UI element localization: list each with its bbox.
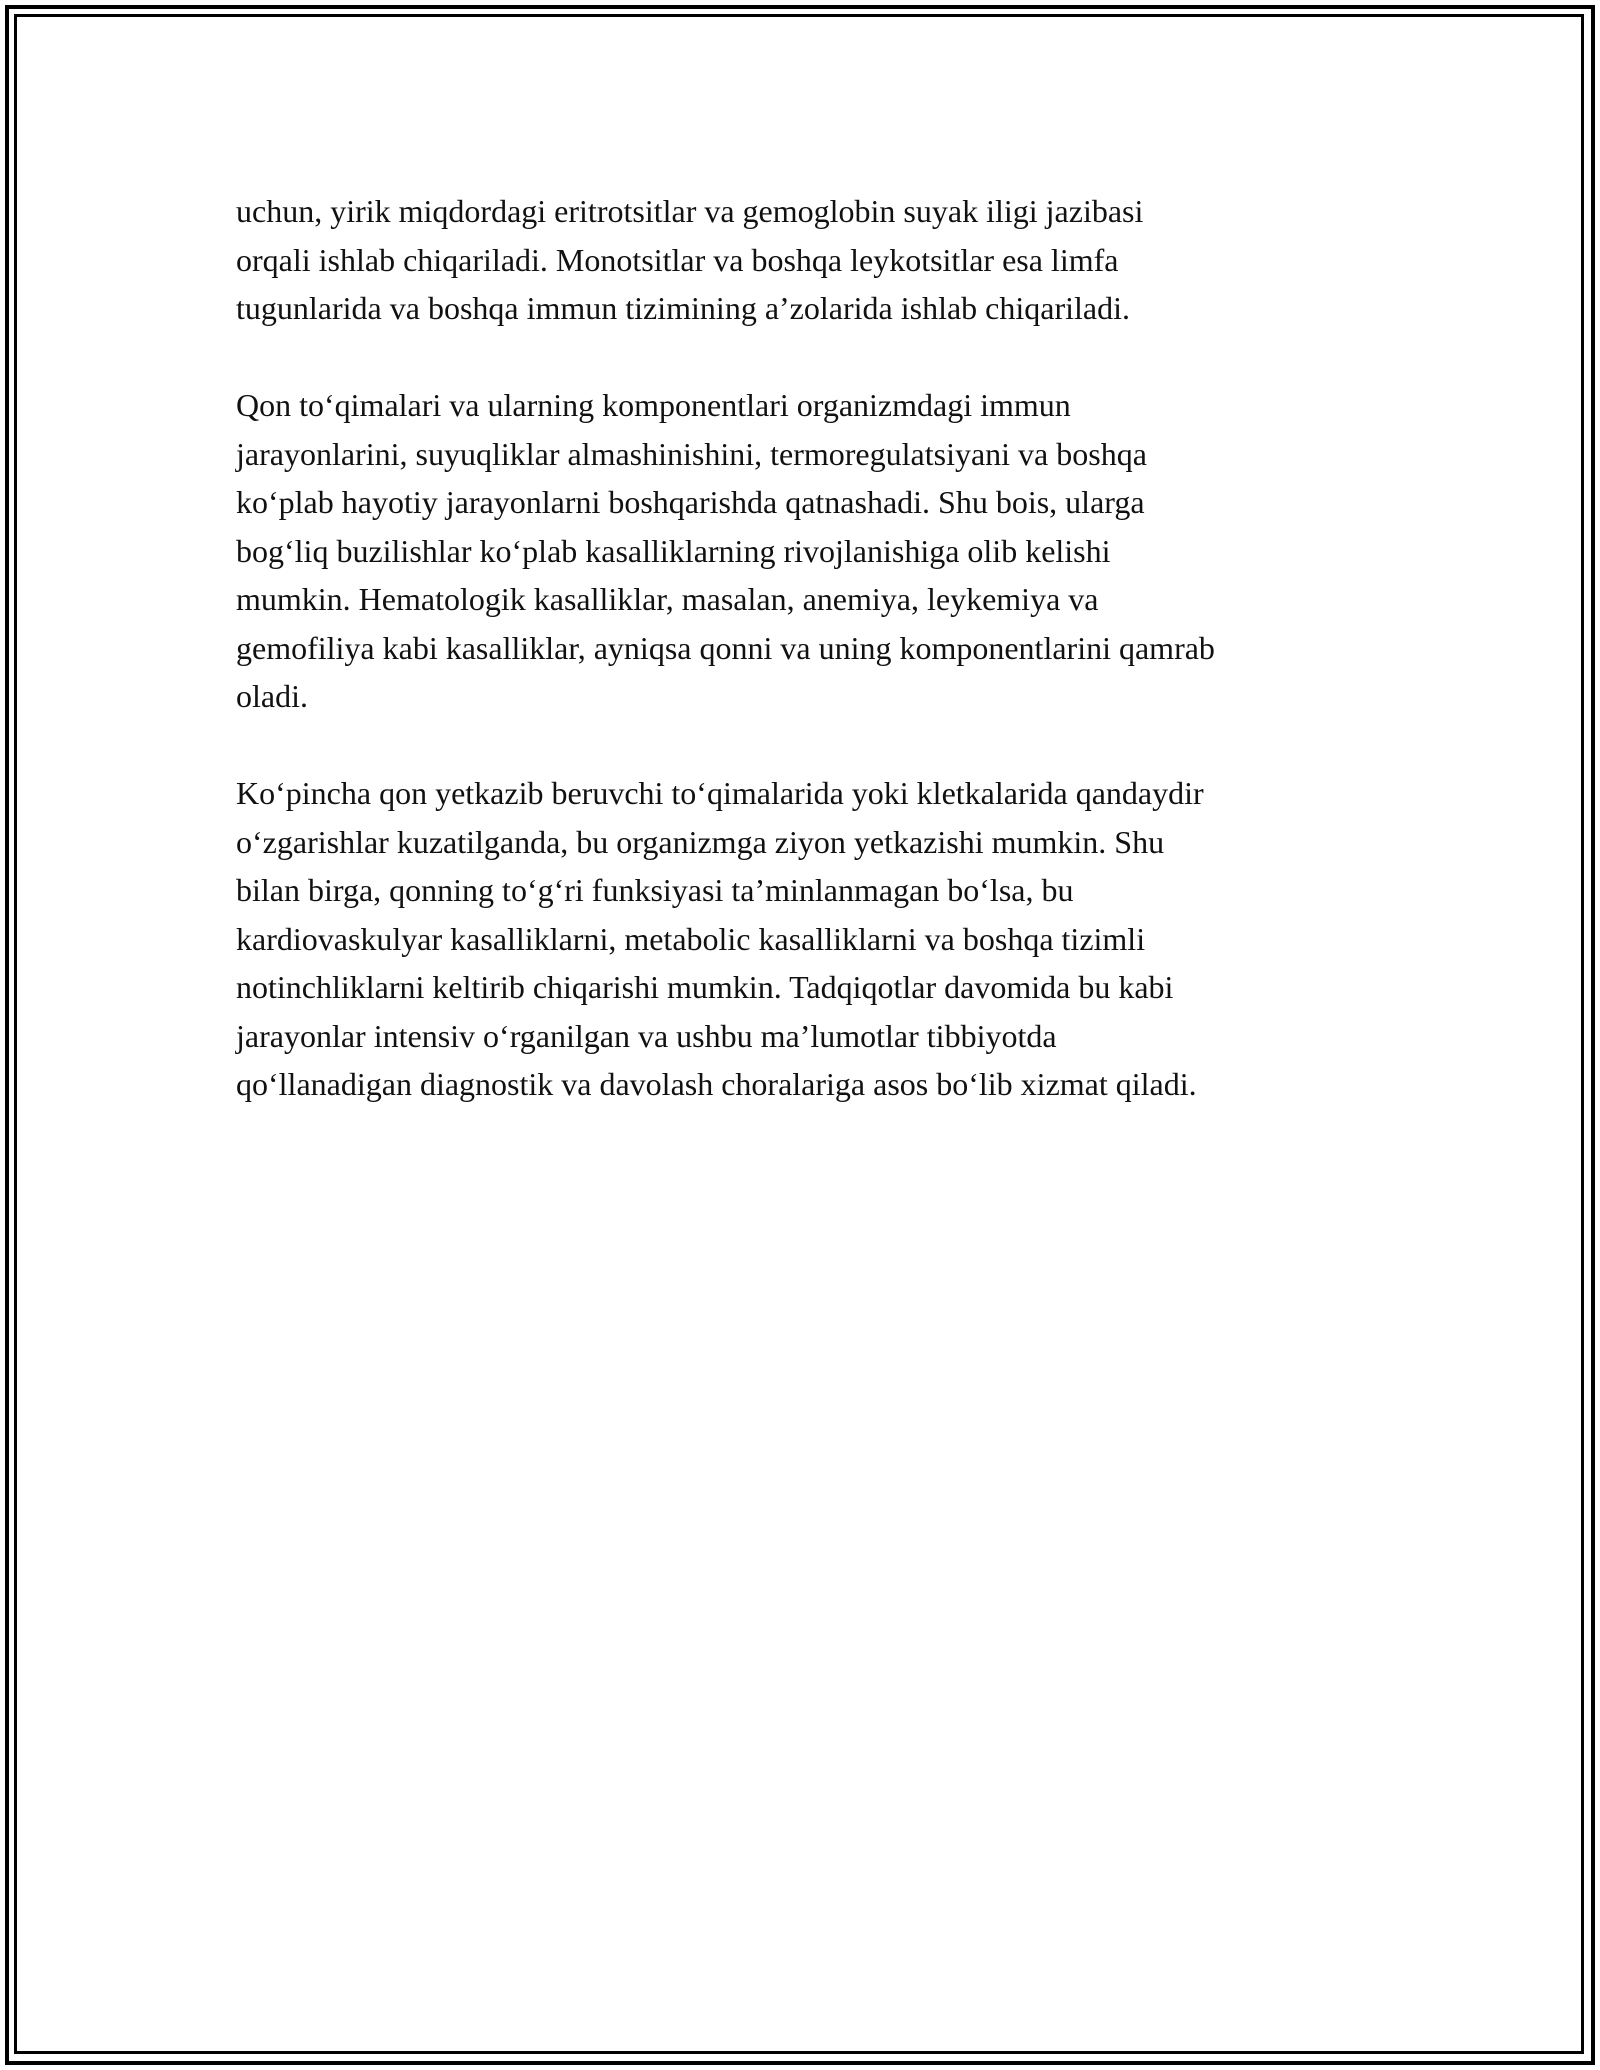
text-line: qo‘llanadigan diagnostik va davolash choralariga asos bo‘lib xizmat qiladi. [236,1066,1197,1102]
paragraph-2 [236,381,1376,721]
text-line: jarayonlar intensiv o‘rganilgan va ushbu ma’lumotlar tibbiyotda [236,1017,1057,1054]
text-line: oladi. [236,678,308,714]
document-body [236,187,1376,1157]
text-line: notinchliklarni keltirib chiqarishi mumkin. Tadqiqotlar davomida bu kabi [236,969,1174,1005]
text-line: ko‘plab hayotiy jarayonlarni boshqarishda qatnashadi. Shu bois, ularga [236,484,1145,520]
text-line: tugunlarida va boshqa immun tizimining a’zolarida ishlab chiqariladi. [236,290,1130,326]
text-line: jarayonlarini, suyuqliklar almashinishini, termoregulatsiyani va boshqa [236,435,1147,472]
text-line: bog‘liq buzilishlar ko‘plab kasalliklarning rivojlanishiga olib kelishi [236,532,1111,569]
text-line: gemofiliya kabi kasalliklar, ayniqsa qonni va uning komponentlarini qamrab [236,629,1215,666]
text-line: uchun, yirik miqdordagi eritrotsitlar va gemoglobin suyak iligi jazibasi [236,193,1144,229]
text-line: Qon to‘qimalari va ularning komponentlari organizmdagi immun [236,387,1071,423]
text-line: orqali ishlab chiqariladi. Monotsitlar va boshqa leykotsitlar esa limfa [236,241,1119,278]
paragraph-1 [236,187,1376,333]
text-line: kardiovaskulyar kasalliklarni, metabolic kasalliklarni va boshqa tizimli [236,920,1146,957]
text-line: mumkin. Hematologik kasalliklar, masalan, anemiya, leykemiya va [236,581,1099,617]
text-line: o‘zgarishlar kuzatilganda, bu organizmga ziyon yetkazishi mumkin. Shu [236,823,1165,860]
paragraph-3 [236,769,1376,1109]
text-line: Ko‘pincha qon yetkazib beruvchi to‘qimalarida yoki kletkalarida qandaydir [236,775,1204,811]
text-line: bilan birga, qonning to‘g‘ri funksiyasi ta’minlanmagan bo‘lsa, bu [236,872,1074,908]
